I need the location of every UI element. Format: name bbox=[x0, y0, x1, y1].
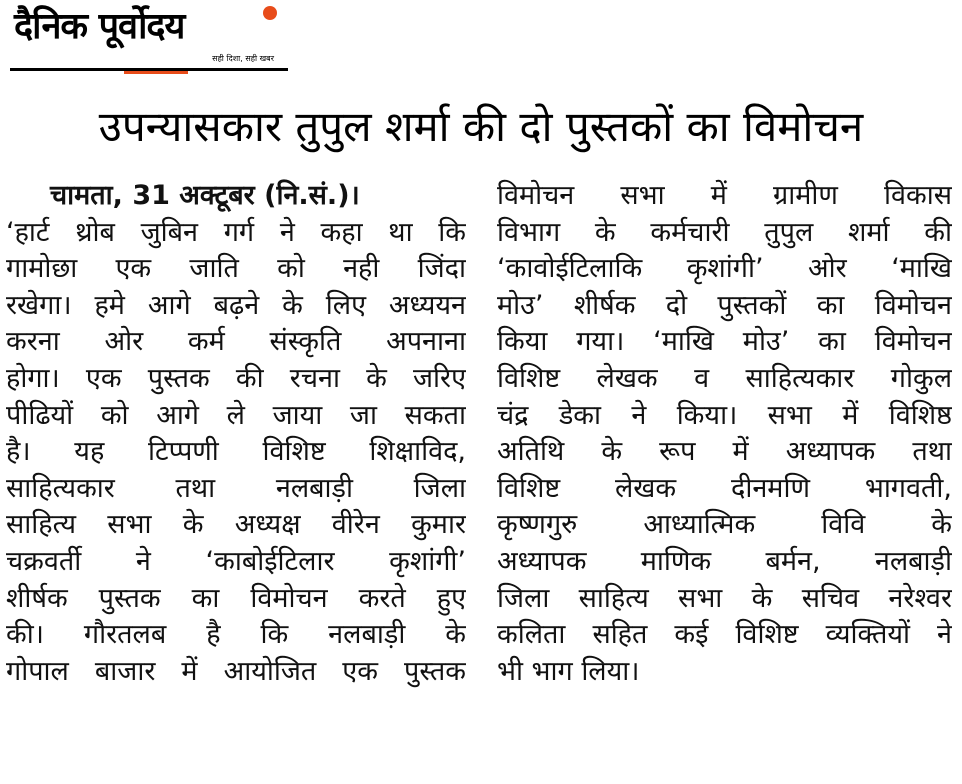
article-line: चंद्र डेका ने किया। सभा में विशिष्ठ bbox=[497, 399, 952, 431]
masthead-accent-bar bbox=[124, 71, 188, 74]
article-line: गामोछा एक जाति को नही जिंदा bbox=[6, 253, 466, 285]
article-line: विशिष्ट लेखक व साहित्यकार गोकुल bbox=[497, 362, 952, 394]
article-line: अध्यापक माणिक बर्मन, नलबाड़ी bbox=[497, 545, 952, 577]
article-line: भी भाग लिया। bbox=[497, 655, 640, 687]
article-column-left bbox=[6, 178, 466, 690]
article-line: की। गौरतलब है कि नलबाड़ी के bbox=[6, 619, 466, 651]
article-line: चक्रवर्ती ने ‘काबोईटिलार कृशांगी’ bbox=[6, 545, 466, 577]
article-headline: उपन्यासकार तुपुल शर्मा की दो पुस्तकों का विमोचन bbox=[98, 102, 864, 151]
article-line: जिला साहित्य सभा के सचिव नरेश्वर bbox=[497, 582, 952, 614]
article-line: मोउ’ शीर्षक दो पुस्तकों का विमोचन bbox=[497, 289, 952, 321]
masthead bbox=[10, 2, 288, 74]
article-line: कलिता सहित कई विशिष्ट व्यक्तियों ने bbox=[497, 619, 952, 651]
article-line: साहित्य सभा के अध्यक्ष वीरेन कुमार bbox=[6, 509, 466, 541]
masthead-tagline: सही दिशा, सही खबर bbox=[212, 54, 274, 63]
article-line: विमोचन सभा में ग्रामीण विकास bbox=[497, 180, 952, 211]
article-line: कृष्णगुरु आध्यात्मिक विवि के bbox=[497, 509, 952, 541]
masthead-logo-dot-icon bbox=[263, 6, 277, 20]
article-line: शीर्षक पुस्तक का विमोचन करते हुए bbox=[6, 582, 466, 614]
article-line: करना ओर कर्म संस्कृति अपनाना bbox=[6, 326, 466, 358]
article-line: रखेगा। हमे आगे बढ़ने के लिए अध्ययन bbox=[6, 289, 466, 321]
article-line: विशिष्ट लेखक दीनमणि भागवती, bbox=[497, 472, 952, 504]
article-dateline: चामता, 31 अक्टूबर (नि.सं.)। bbox=[50, 180, 360, 211]
article-line: गोपाल बाजार में आयोजित एक पुस्तक bbox=[6, 655, 466, 687]
article-line: किया गया। ‘माखि मोउ’ का विमोचन bbox=[497, 326, 952, 358]
article-line: ‘कावोईटिलाकि कृशांगी’ ओर ‘माखि bbox=[497, 253, 952, 285]
article-line: विभाग के कर्मचारी तुपुल शर्मा की bbox=[497, 216, 952, 248]
article-column-right bbox=[497, 178, 952, 690]
article-line: है। यह टिप्पणी विशिष्ट शिक्षाविद, bbox=[6, 436, 466, 468]
article-line: पीढियों को आगे ले जाया जा सकता bbox=[6, 399, 466, 431]
article-line: ‘हार्ट थ्रोब जुबिन गर्ग ने कहा था कि bbox=[6, 216, 466, 248]
article-line: अतिथि के रूप में अध्यापक तथा bbox=[497, 436, 952, 468]
article-line: साहित्यकार तथा नलबाड़ी जिला bbox=[6, 472, 466, 504]
article-line: होगा। एक पुस्तक की रचना के जरिए bbox=[6, 362, 466, 394]
masthead-title: दैनिक पूर्वोदय bbox=[14, 6, 185, 47]
